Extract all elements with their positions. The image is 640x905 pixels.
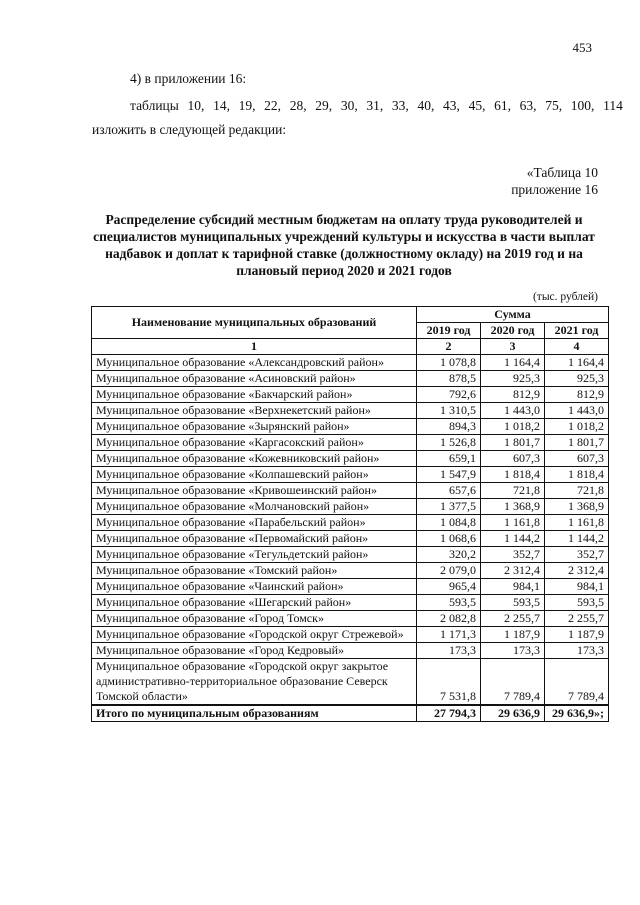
value-2019: 1 084,8 [417,515,481,531]
table-row [92,579,609,595]
value-2020: 1 801,7 [481,435,545,451]
value-2019: 2 082,8 [417,611,481,627]
municipality-name: Муниципальное образование «Шегарский район» [92,595,417,611]
value-2021: 812,9 [545,387,609,403]
municipality-name: Муниципальное образование «Парабельский район» [92,515,417,531]
intro-item: 4) в приложении 16: [130,71,247,86]
municipality-name: Муниципальное образование «Городской округ закрытое административно-территориальное образование Северск Томской области» [92,659,417,706]
municipality-name: Муниципальное образование «Томский район» [92,563,417,579]
units-label: (тыс. рублей) [532,291,598,303]
table-row [92,547,609,563]
municipality-name: Муниципальное образование «Колпашевский район» [92,467,417,483]
total-2019: 27 794,3 [417,705,481,722]
value-2019: 1 547,9 [417,467,481,483]
municipality-name: Муниципальное образование «Тегульдетский район» [92,547,417,563]
header-2021: 2021 год [545,323,609,339]
value-2020: 593,5 [481,595,545,611]
municipality-name: Муниципальное образование «Город Кедровый» [92,643,417,659]
value-2019: 320,2 [417,547,481,563]
value-2019: 1 078,8 [417,355,481,371]
municipality-name: Муниципальное образование «Молчановский район» [92,499,417,515]
value-2021: 352,7 [545,547,609,563]
intro-tables-line: таблицы 10, 14, 19, 22, 28, 29, 30, 31, 33, 40, 43, 45, 61, 63, 75, 100, 114 [130,98,623,113]
col-number-2: 2 [417,339,481,355]
table-row [92,531,609,547]
value-2020: 1 368,9 [481,499,545,515]
value-2019: 792,6 [417,387,481,403]
value-2020: 607,3 [481,451,545,467]
value-2019: 965,4 [417,579,481,595]
table-row [92,515,609,531]
value-2020: 2 255,7 [481,611,545,627]
municipality-name: Муниципальное образование «Городской округ Стрежевой» [92,627,417,643]
table-row [92,403,609,419]
value-2021: 1 187,9 [545,627,609,643]
value-2020: 2 312,4 [481,563,545,579]
value-2019: 1 310,5 [417,403,481,419]
value-2019: 1 171,3 [417,627,481,643]
value-2021: 593,5 [545,595,609,611]
value-2019: 2 079,0 [417,563,481,579]
table-row [92,627,609,643]
value-2021: 1 164,4 [545,355,609,371]
value-2019: 7 531,8 [417,659,481,706]
col-number-4: 4 [545,339,609,355]
value-2020: 1 018,2 [481,419,545,435]
municipality-name: Муниципальное образование «Чаинский район» [92,579,417,595]
value-2020: 925,3 [481,371,545,387]
value-2019: 1 377,5 [417,499,481,515]
value-2021: 1 443,0 [545,403,609,419]
value-2019: 173,3 [417,643,481,659]
intro-edition-line: изложить в следующей редакции: [92,122,287,137]
value-2020: 7 789,4 [481,659,545,706]
table-row [92,371,609,387]
municipality-name: Муниципальное образование «Кривошеинский район» [92,483,417,499]
value-2019: 659,1 [417,451,481,467]
value-2021: 173,3 [545,643,609,659]
value-2020: 1 443,0 [481,403,545,419]
total-label: Итого по муниципальным образованиям [92,705,417,722]
value-2020: 1 164,4 [481,355,545,371]
value-2019: 894,3 [417,419,481,435]
table-row [92,563,609,579]
value-2020: 1 187,9 [481,627,545,643]
value-2020: 1 161,8 [481,515,545,531]
table-row [92,435,609,451]
header-name: Наименование муниципальных образований [92,307,417,339]
table-row [92,419,609,435]
table-ref-appendix: приложение 16 [511,182,598,197]
table-row [92,483,609,499]
total-2021: 29 636,9»; [545,705,609,722]
value-2020: 352,7 [481,547,545,563]
municipality-name: Муниципальное образование «Первомайский район» [92,531,417,547]
page-number: 453 [572,40,592,55]
document-title: Распределение субсидий местным бюджетам на оплату труда руководителей и специалистов муниципальных учреждений культуры и искусства в части выплат надбавок и доплат к тарифной ставке (должностному окладу) на 2019 год и на плановый период 2020 и 2021 годов [93,212,595,278]
value-2021: 1 161,8 [545,515,609,531]
value-2019: 1 068,6 [417,531,481,547]
municipality-name: Муниципальное образование «Зырянский район» [92,419,417,435]
value-2020: 984,1 [481,579,545,595]
value-2020: 812,9 [481,387,545,403]
total-2020: 29 636,9 [481,705,545,722]
table-row [92,659,609,706]
value-2021: 1 801,7 [545,435,609,451]
value-2021: 1 144,2 [545,531,609,547]
value-2021: 1 368,9 [545,499,609,515]
table-row [92,467,609,483]
header-2020: 2020 год [481,323,545,339]
municipality-name: Муниципальное образование «Каргасокский район» [92,435,417,451]
value-2020: 721,8 [481,483,545,499]
table-row [92,611,609,627]
table-row [92,451,609,467]
header-sum: Сумма [417,307,609,323]
municipality-name: Муниципальное образование «Верхнекетский район» [92,403,417,419]
value-2021: 1 018,2 [545,419,609,435]
table-row [92,355,609,371]
table-reference [511,164,598,198]
value-2020: 1 144,2 [481,531,545,547]
value-2021: 7 789,4 [545,659,609,706]
value-2021: 721,8 [545,483,609,499]
col-number-3: 3 [481,339,545,355]
value-2021: 2 312,4 [545,563,609,579]
table-row [92,499,609,515]
municipality-name: Муниципальное образование «Александровский район» [92,355,417,371]
value-2020: 173,3 [481,643,545,659]
value-2019: 878,5 [417,371,481,387]
subsidy-table [91,306,609,722]
municipality-name: Муниципальное образование «Бакчарский район» [92,387,417,403]
value-2021: 607,3 [545,451,609,467]
municipality-name: Муниципальное образование «Асиновский район» [92,371,417,387]
municipality-name: Муниципальное образование «Кожевниковский район» [92,451,417,467]
table-row [92,595,609,611]
col-number-1: 1 [92,339,417,355]
value-2019: 657,6 [417,483,481,499]
table-ref-table: «Таблица 10 [526,165,598,180]
municipality-name: Муниципальное образование «Город Томск» [92,611,417,627]
value-2019: 1 526,8 [417,435,481,451]
table-row [92,643,609,659]
value-2021: 1 818,4 [545,467,609,483]
value-2019: 593,5 [417,595,481,611]
value-2020: 1 818,4 [481,467,545,483]
total-row [92,705,609,722]
value-2021: 925,3 [545,371,609,387]
value-2021: 984,1 [545,579,609,595]
header-2019: 2019 год [417,323,481,339]
table-row [92,387,609,403]
value-2021: 2 255,7 [545,611,609,627]
